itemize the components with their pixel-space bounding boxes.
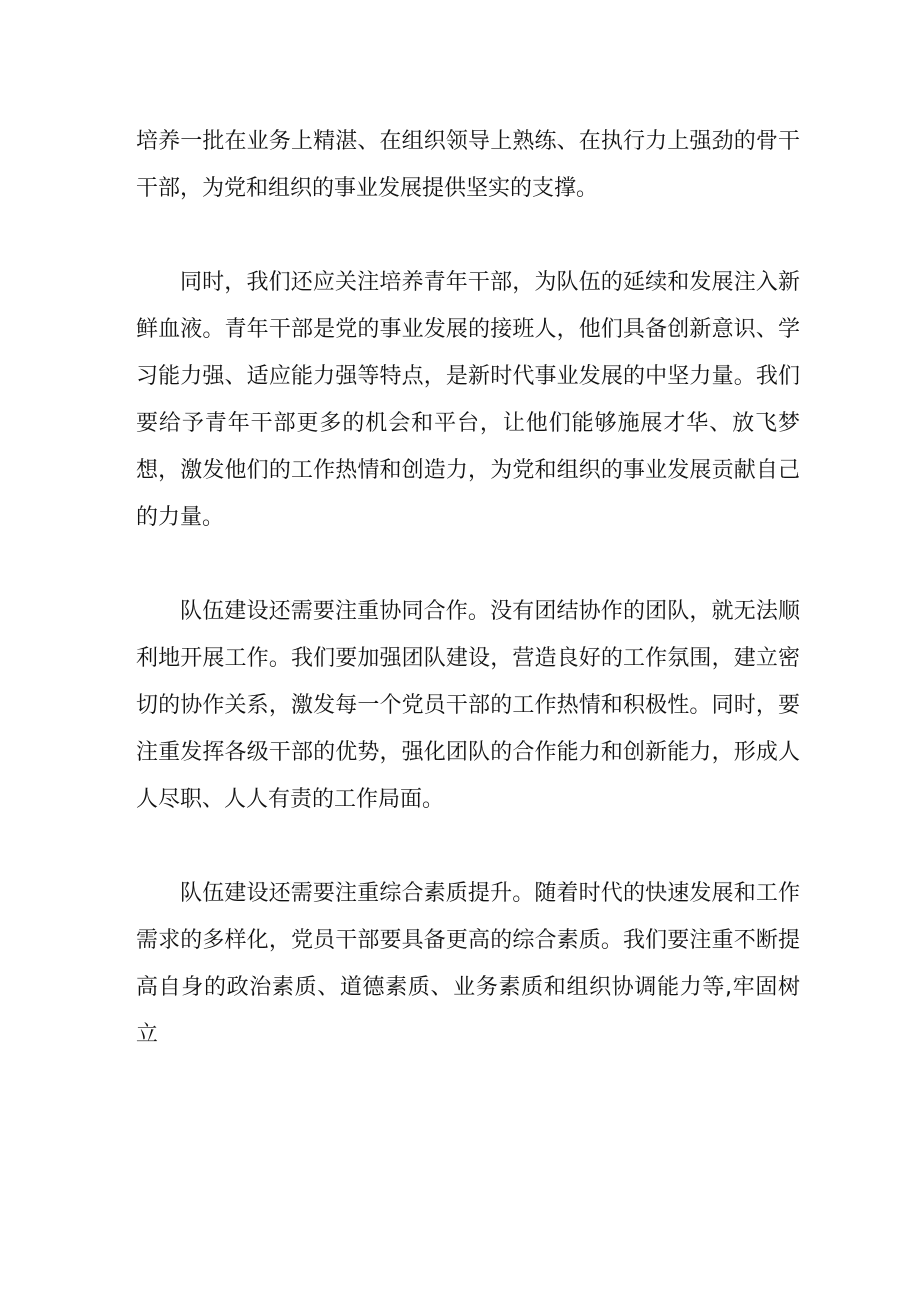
paragraph-3: 队伍建设还需要注重协同合作。没有团结协作的团队，就无法顺利地开展工作。我们要加强团队建设，营造良好的工作氛围，建立密切的协作关系，激发每一个党员干部的工作热情和积极性。同时，要注重发挥各级干部的优势，强化团队的合作能力和创新能力，形成人人尽职、人人有责的工作局面。: [136, 599, 800, 812]
paragraph-2: 同时，我们还应关注培养青年干部，为队伍的延续和发展注入新鲜血液。青年干部是党的事业发展的接班人，他们具备创新意识、学习能力强、适应能力强等特点，是新时代事业发展的中坚力量。我们要给予青年干部更多的机会和平台，让他们能够施展才华、放飞梦想，激发他们的工作热情和创造力，为党和组织的事业发展贡献自己的力量。: [136, 270, 800, 530]
document-body: [136, 118, 800, 1105]
paragraph-4: 队伍建设还需要注重综合素质提升。随着时代的快速发展和工作需求的多样化，党员干部要具备更高的综合素质。我们要注重不断提高自身的政治素质、道德素质、业务素质和组织协调能力等,牢固树立: [136, 881, 800, 1047]
paragraph-1: 培养一批在业务上精湛、在组织领导上熟练、在执行力上强劲的骨干干部，为党和组织的事业发展提供坚实的支撑。: [136, 129, 800, 201]
